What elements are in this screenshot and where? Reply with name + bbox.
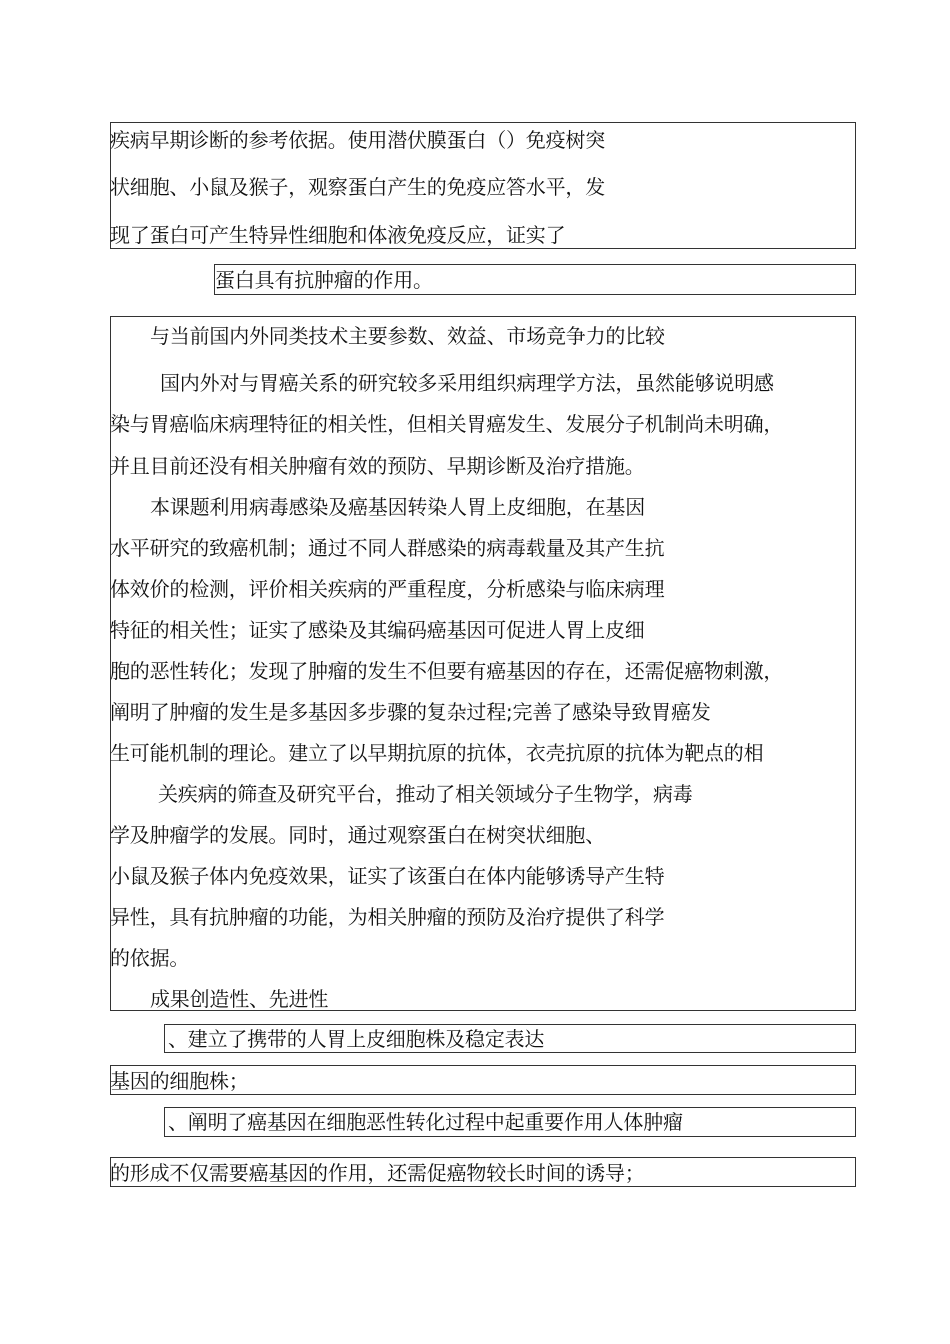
- paragraph-2-line: 体效价的检测，评价相关疾病的严重程度，分析感染与临床病理: [110, 577, 665, 601]
- paragraph-2-line: 水平研究的致癌机制；通过不同人群感染的病毒载量及其产生抗: [110, 536, 665, 560]
- comparison-heading: 与当前国内外同类技术主要参数、效益、市场竞争力的比较: [150, 324, 665, 348]
- paragraph-2-line: 胞的恶性转化；发现了肿瘤的发生不但要有癌基因的存在，还需促癌物刺激，: [110, 659, 784, 683]
- innovation-heading: 成果创造性、先进性: [150, 987, 329, 1011]
- paragraph-2-line: 的依据。: [110, 946, 190, 970]
- paragraph-1-line: 染与胃癌临床病理特征的相关性，但相关胃癌发生、发展分子机制尚未明确，: [110, 412, 784, 436]
- paragraph-2-line: 生可能机制的理论。建立了以早期抗原的抗体，衣壳抗原的抗体为靶点的相: [110, 741, 764, 765]
- paragraph-2-line: 小鼠及猴子体内免疫效果，证实了该蛋白在体内能够诱导产生特: [110, 864, 665, 888]
- section-1-line: 现了蛋白可产生特异性细胞和体液免疫反应，证实了: [110, 223, 566, 247]
- paragraph-2-line: 特征的相关性；证实了感染及其编码癌基因可促进人胃上皮细: [110, 618, 645, 642]
- section-1-line: 疾病早期诊断的参考依据。使用潜伏膜蛋白（）免疫树突: [110, 128, 605, 152]
- section-1-line: 状细胞、小鼠及猴子，观察蛋白产生的免疫应答水平，发: [110, 175, 605, 199]
- paragraph-2-line: 关疾病的筛查及研究平台，推动了相关领域分子生物学，病毒: [158, 782, 693, 806]
- paragraph-1-line: 国内外对与胃癌关系的研究较多采用组织病理学方法，虽然能够说明感: [160, 371, 774, 395]
- item-2-line: 的形成不仅需要癌基因的作用，还需促癌物较长时间的诱导；: [110, 1161, 645, 1185]
- paragraph-2-line: 学及肿瘤学的发展。同时，通过观察蛋白在树突状细胞、: [110, 823, 605, 847]
- paragraph-1-line: 并且目前还没有相关肿瘤有效的预防、早期诊断及治疗措施。: [110, 454, 645, 478]
- paragraph-2-line: 本课题利用病毒感染及癌基因转染人胃上皮细胞，在基因: [150, 495, 645, 519]
- paragraph-2-line: 阐明了肿瘤的发生是多基因多步骤的复杂过程;完善了感染导致胃癌发: [110, 700, 711, 724]
- item-1-line: 基因的细胞株；: [110, 1069, 249, 1093]
- paragraph-2-line: 异性，具有抗肿瘤的功能，为相关肿瘤的预防及治疗提供了科学: [110, 905, 665, 929]
- item-2-line: 、阐明了癌基因在细胞恶性转化过程中起重要作用人体肿瘤: [168, 1110, 683, 1134]
- item-1-line: 、建立了携带的人胃上皮细胞株及稳定表达: [168, 1027, 545, 1051]
- section-2-line: 蛋白具有抗肿瘤的作用。: [215, 268, 433, 292]
